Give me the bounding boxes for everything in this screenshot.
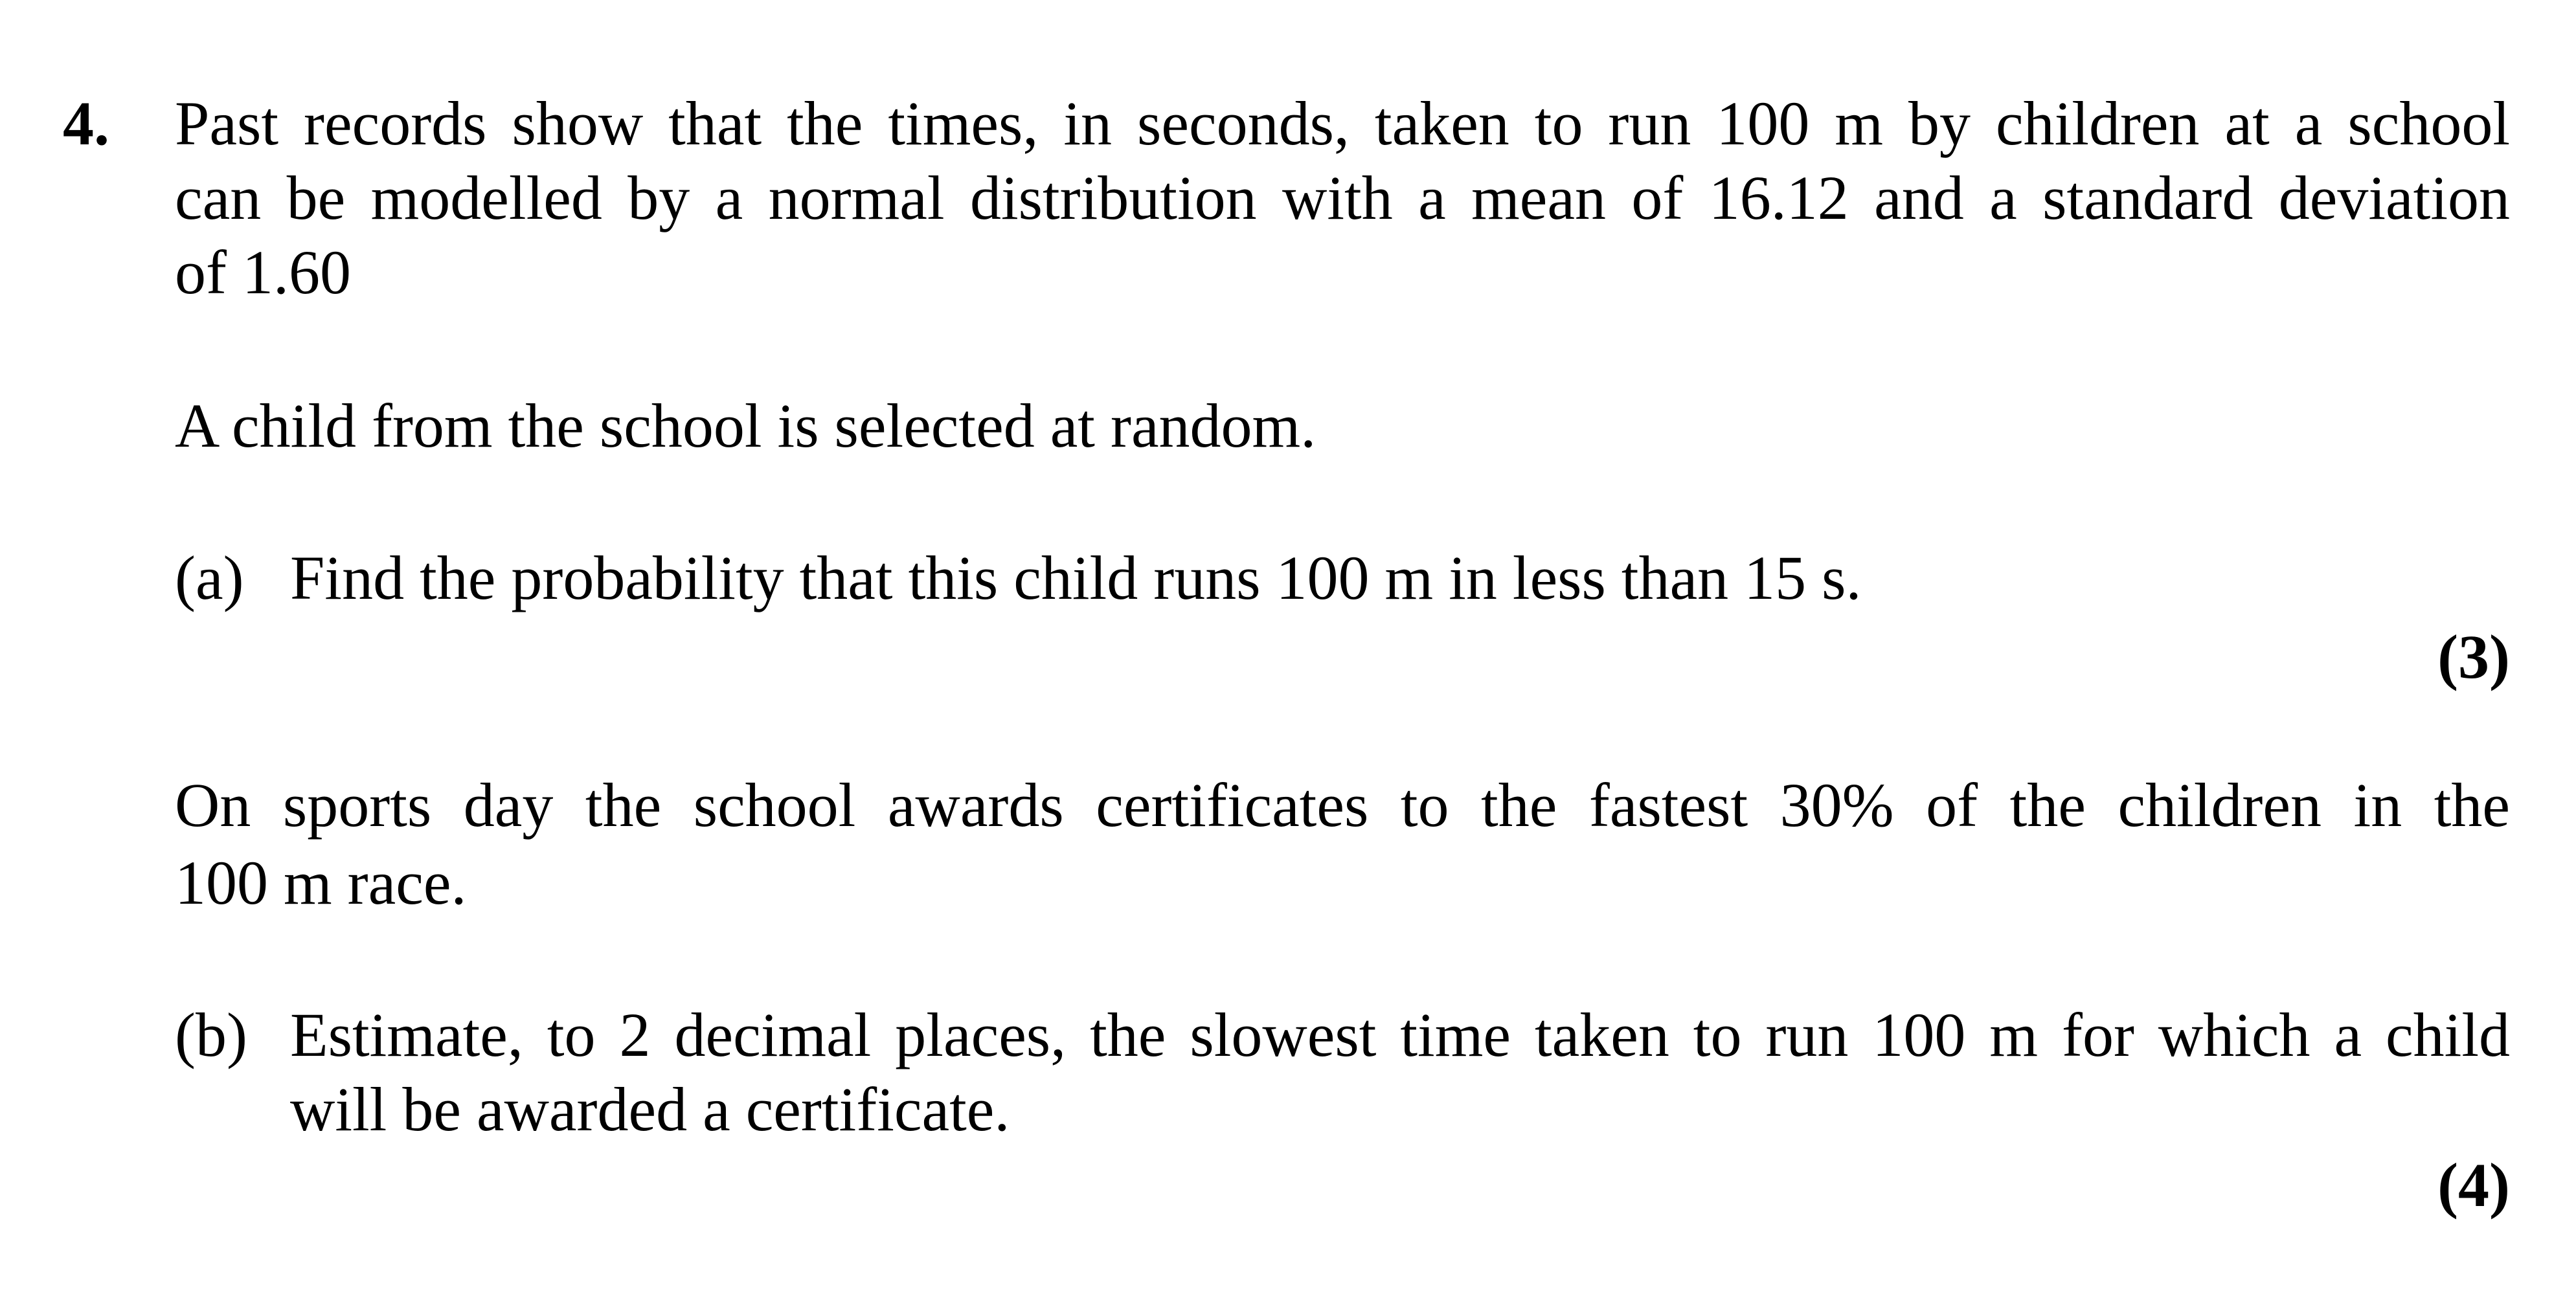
question-number: 4. [63,89,109,158]
part-a-label: (a) [175,543,244,612]
intro-line-2: can be modelled by a normal distribution with a mean of 16.12 and a standard deviation [175,163,2510,232]
intro-line-1: Past records show that the times, in seconds, taken to run 100 m by children at a school [175,89,2510,158]
part-b-line-1: Estimate, to 2 decimal places, the slowest time taken to run 100 m for which a child [290,1000,2510,1069]
intro-line-3: of 1.60 [175,238,351,307]
part-b-marks: (4) [2437,1150,2510,1220]
part-a-marks: (3) [2437,622,2510,691]
selection-statement: A child from the school is selected at random. [175,391,1316,460]
part-a-text: Find the probability that this child runs 100 m in less than 15 s. [290,543,1862,612]
part-b-label: (b) [175,1000,247,1069]
part-b-line-2: will be awarded a certificate. [290,1075,1010,1144]
context-line-1: On sports day the school awards certificates to the fastest 30% of the children in the [175,770,2510,840]
context-line-2: 100 m race. [175,848,467,917]
